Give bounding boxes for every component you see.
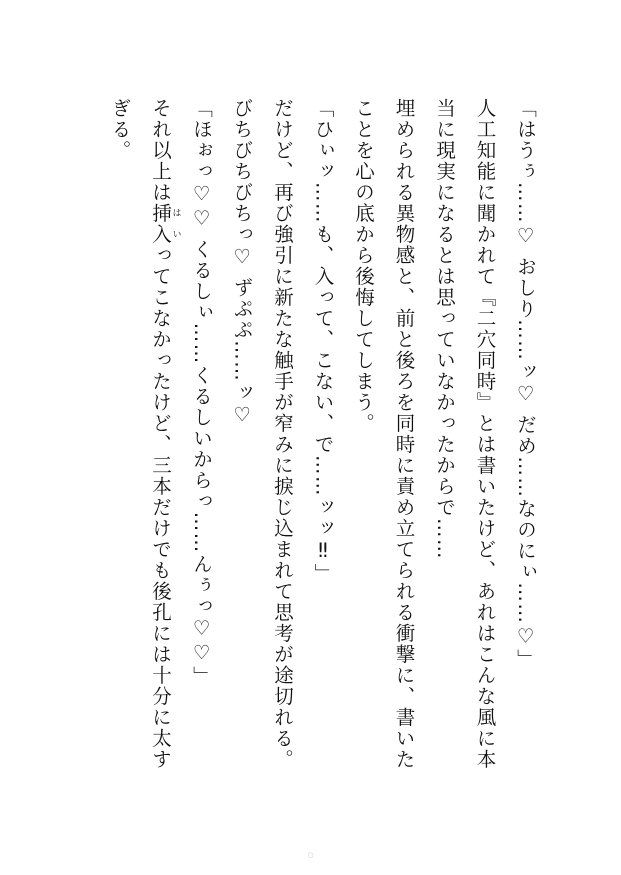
vertical-text-body <box>99 98 545 798</box>
narration-line: それ以上は挿入はいってこなかったけど、三本だけでも後孔には十分に太す <box>149 98 181 770</box>
onomatopoeia-line: びちびちびちっ♡ ずぷぷ……ッ♡ <box>230 98 254 428</box>
dialogue-line: 「はうぅ……♡ おしり……ッ♡ だめ……なのにぃ……♡」 <box>514 98 537 670</box>
narration-line: 人工知能に聞かれて『二穴同時』とは書いたけど、あれはこんな風に本 <box>473 98 497 770</box>
dialogue-line: 「ひぃッ……も、入って、こない、で……ッッ‼」 <box>311 98 335 585</box>
furigana-reading: はい <box>170 203 181 245</box>
narration-line: ぎる。 <box>108 98 132 161</box>
narration-line: 当に現実になるとは思っていなかったからで…… <box>433 98 456 560</box>
narration-line: だけど、再び強引に新たな触手が窄みに捩じ込まれて思考が途切れる。 <box>271 98 294 770</box>
page-number: ○ <box>307 851 314 859</box>
ruby-annotation: 挿入はい <box>149 203 181 245</box>
narration-line: ことを心の底から後悔してしまう。 <box>352 98 375 434</box>
dialogue-line: 「ほぉっ♡♡ くるしぃ……くるしいからっ……んぅっ♡♡」 <box>190 98 213 687</box>
narration-line: 埋められる異物感と、前と後ろを同時に責め立てられる衝撃に、書いた <box>392 98 416 770</box>
